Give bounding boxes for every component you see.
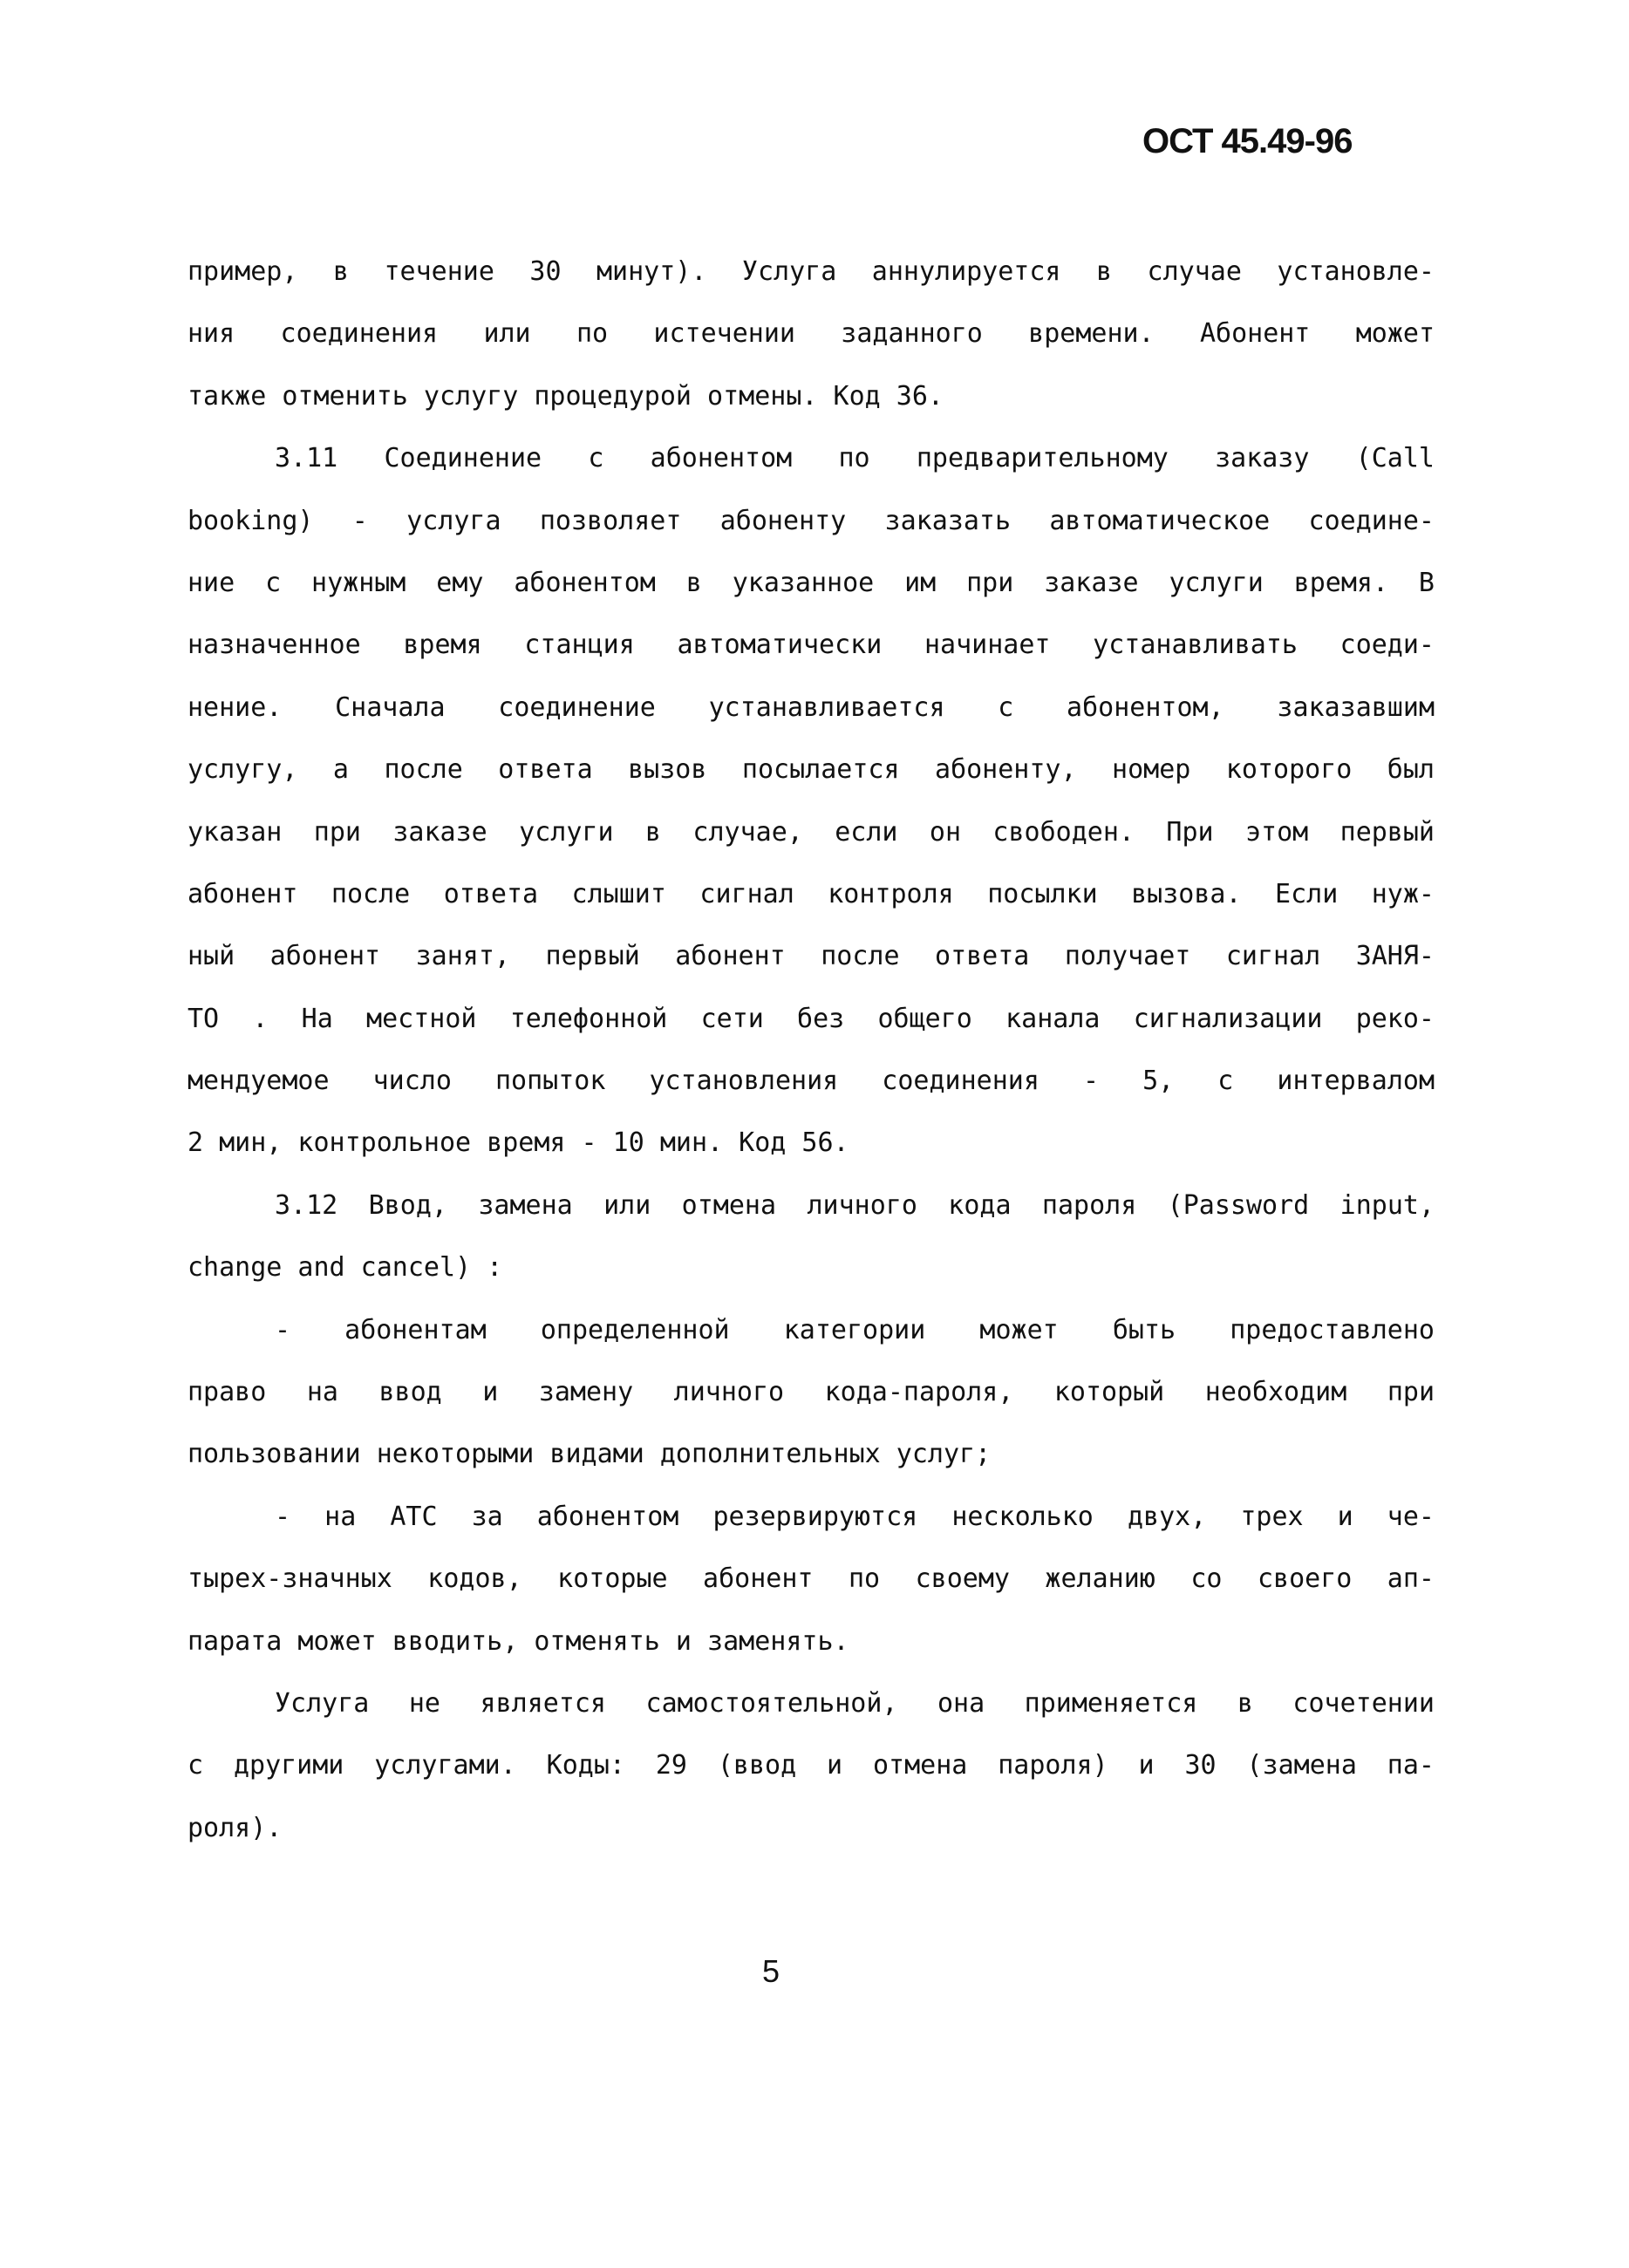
text-line: - абонентам определенной категории может быть предоставлено xyxy=(275,1314,1435,1345)
text-line: пример, в течение 30 минут). Услуга аннулируется в случае установле- xyxy=(187,256,1435,287)
text-line: change and cancel) : xyxy=(187,1252,503,1284)
text-line: Услуга не является самостоятельной, она применяется в сочетении xyxy=(275,1687,1435,1719)
text-line: ние с нужным ему абонентом в указанное им при заказе услуги время. В xyxy=(187,567,1435,598)
page-number: 5 xyxy=(762,1953,780,1989)
text-line: ТО . На местной телефонной сети без общего канала сигнализации реко- xyxy=(187,1003,1435,1034)
text-line: 3.12 Ввод, замена или отмена личного кода пароля (Password input, xyxy=(275,1189,1435,1221)
text-line: право на ввод и замену личного кода-пароля, который необходим при xyxy=(187,1377,1435,1408)
document-body xyxy=(187,241,1435,1859)
text-line: указан при заказе услуги в случае, если он свободен. При этом первый xyxy=(187,816,1435,848)
text-line: парата может вводить, отменять и заменять. xyxy=(187,1625,849,1657)
text-line: роля). xyxy=(187,1812,283,1843)
paragraph xyxy=(187,427,1435,1175)
text-line: нение. Сначала соединение устанавливается с абонентом, заказавшим xyxy=(187,691,1435,723)
text-line: также отменить услугу процедурой отмены. Код 36. xyxy=(187,380,944,412)
paragraph xyxy=(187,241,1435,427)
document-code: ОСТ 45.49-96 xyxy=(1142,122,1353,160)
text-line: 3.11 Соединение с абонентом по предварительному заказу (Call xyxy=(275,443,1435,474)
text-line: с другими услугами. Коды: 29 (ввод и отмена пароля) и 30 (замена па- xyxy=(187,1750,1435,1781)
text-line: тырех-значных кодов, которые абонент по своему желанию со своего ап- xyxy=(187,1563,1435,1595)
paragraph xyxy=(187,1175,1435,1299)
text-line: ния соединения или по истечении заданного времени. Абонент может xyxy=(187,318,1435,350)
list-item xyxy=(187,1486,1435,1672)
text-line: услугу, а после ответа вызов посылается абоненту, номер которого был xyxy=(187,754,1435,786)
text-line: назначенное время станция автоматически начинает устанавливать соеди- xyxy=(187,630,1435,661)
text-line: 2 мин, контрольное время - 10 мин. Код 56. xyxy=(187,1127,849,1159)
text-line: абонент после ответа слышит сигнал контроля посылки вызова. Если нуж- xyxy=(187,878,1435,909)
text-line: мендуемое число попыток установления соединения - 5, с интервалом xyxy=(187,1066,1435,1097)
text-line: пользовании некоторыми видами дополнительных услуг; xyxy=(187,1439,992,1470)
paragraph xyxy=(187,1672,1435,1859)
text-line: booking) - услуга позволяет абоненту заказать автоматическое соедине- xyxy=(187,505,1435,536)
text-line: - на АТС за абонентом резервируются несколько двух, трех и че- xyxy=(275,1501,1435,1532)
text-line: ный абонент занят, первый абонент после ответа получает сигнал ЗАНЯ- xyxy=(187,941,1435,972)
list-item xyxy=(187,1299,1435,1486)
